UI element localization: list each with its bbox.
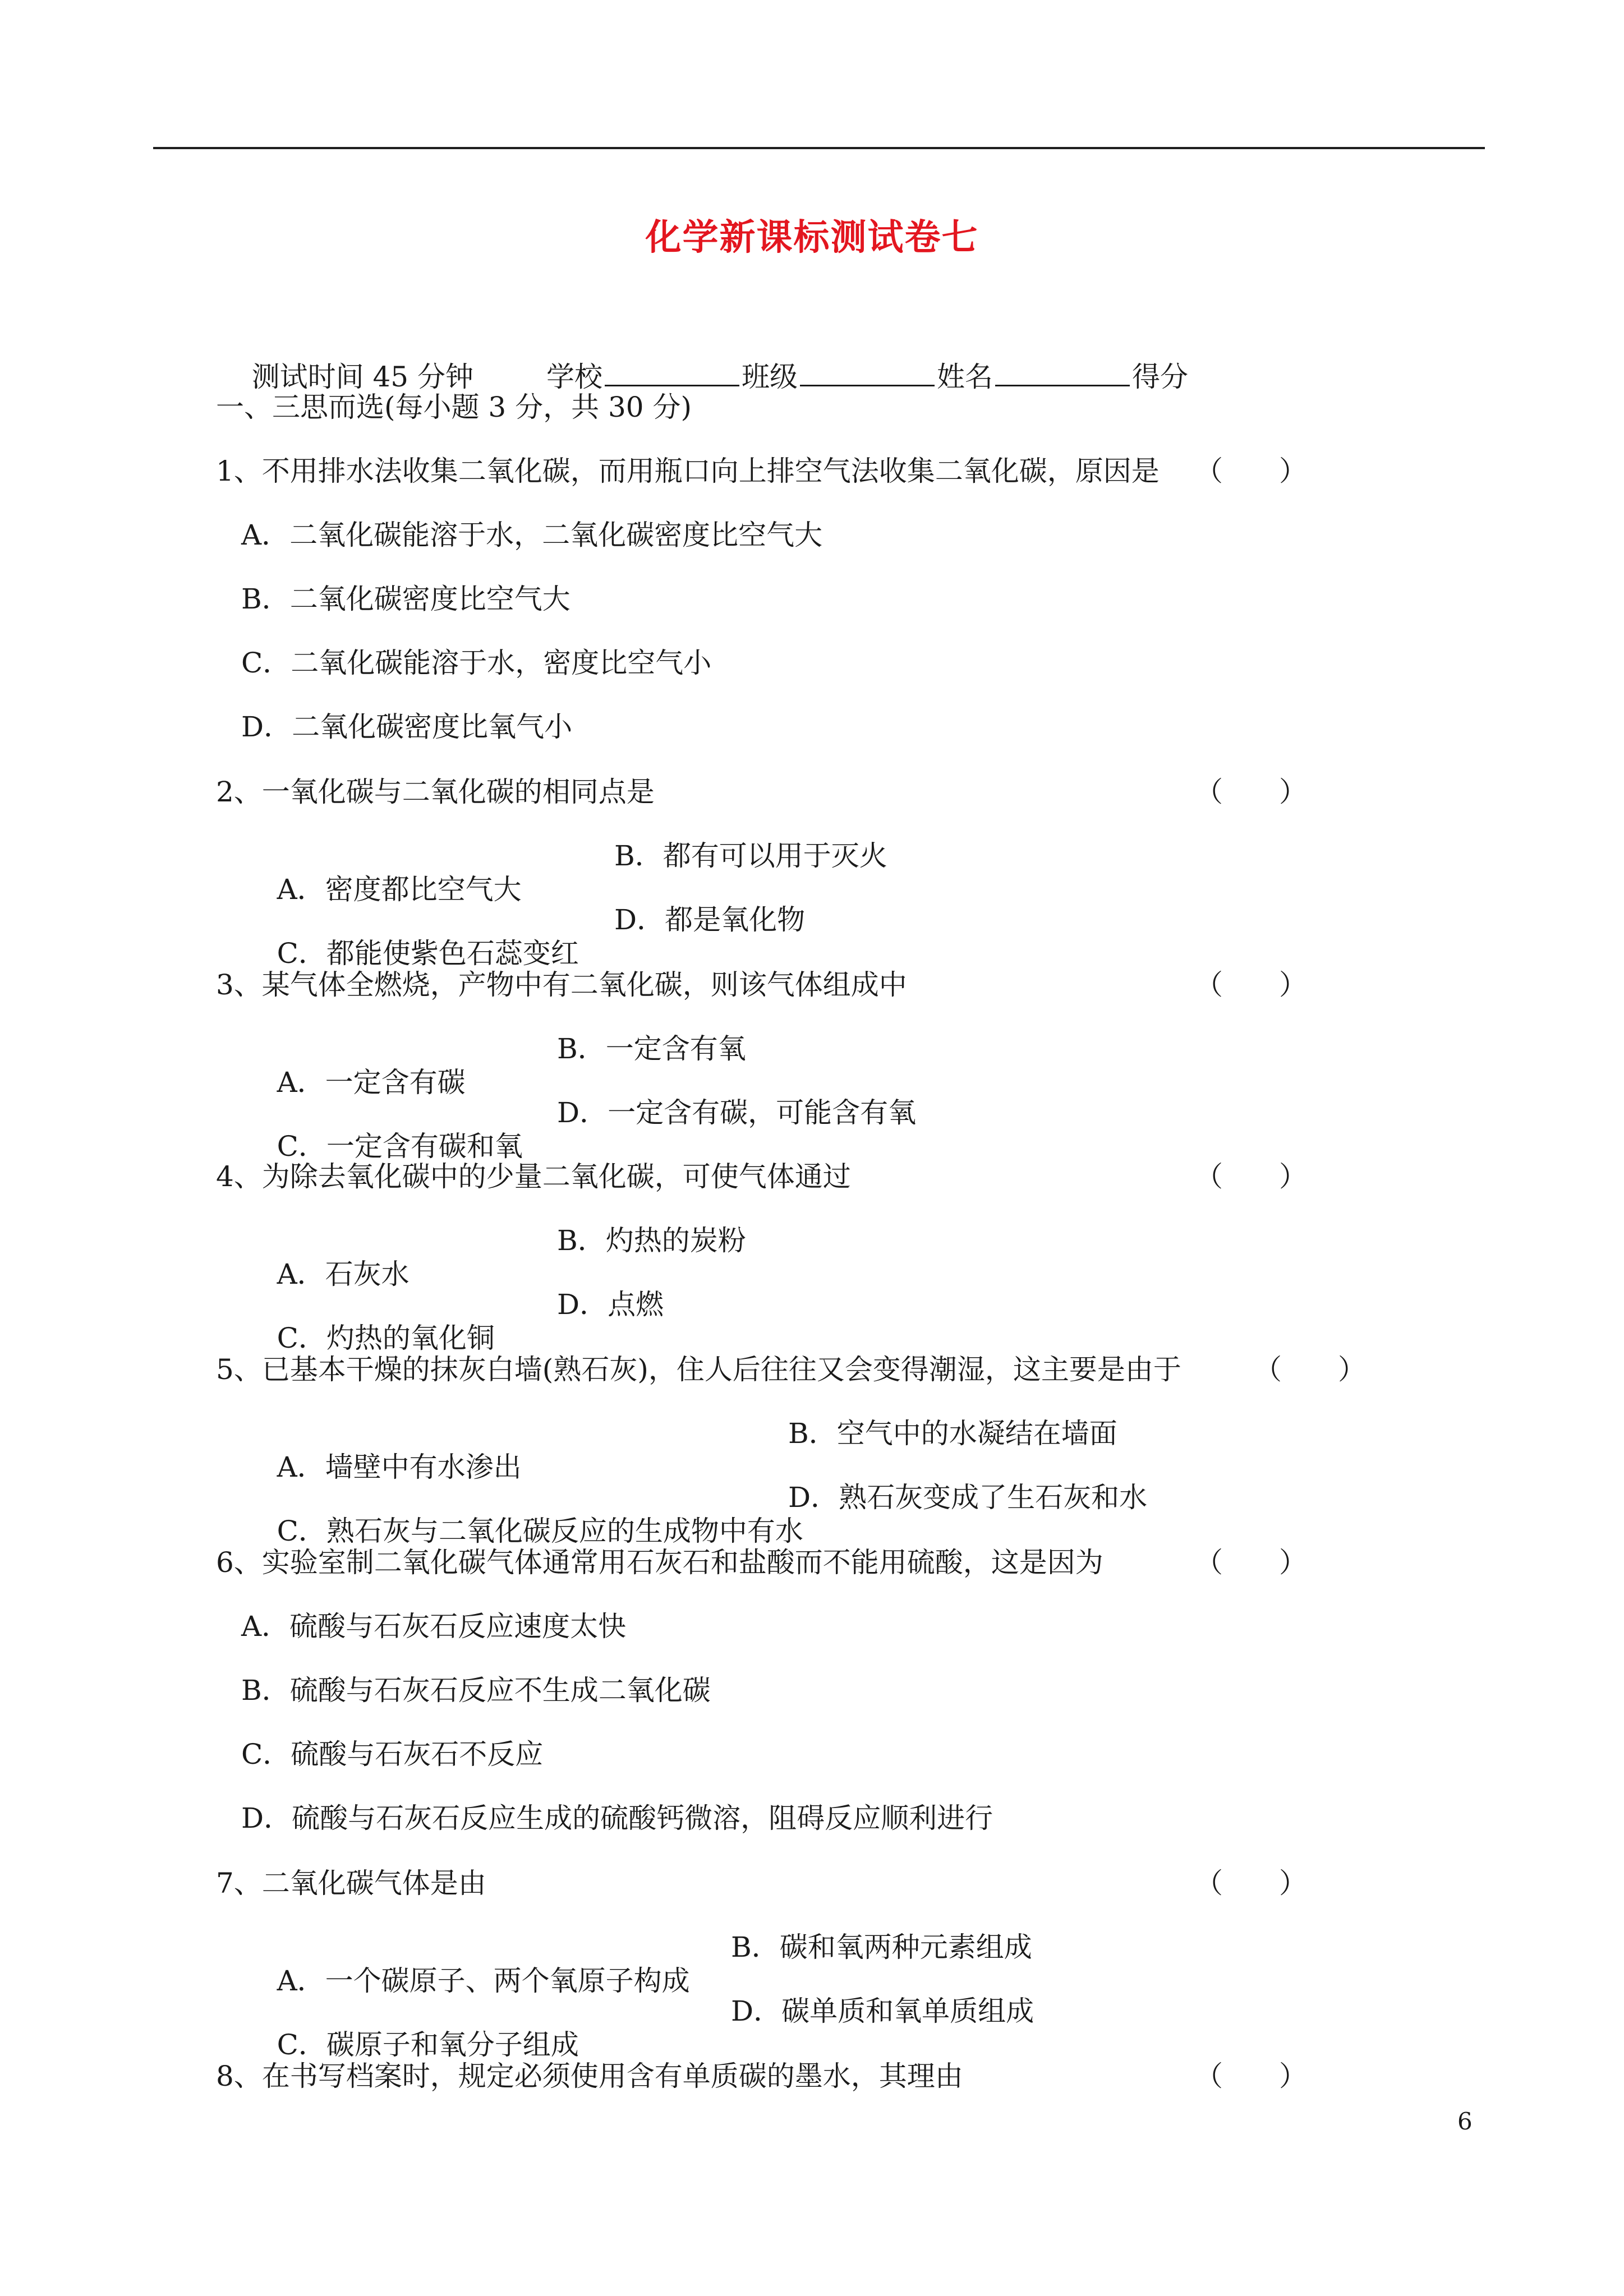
answer-parentheses: （ ） — [1254, 1353, 1366, 1386]
option-d: D．点燃 — [557, 1288, 664, 1321]
option-b: B．碳和氧两种元素组成 — [731, 1931, 1032, 1963]
option-a: A．墙壁中有水渗出 — [277, 1451, 522, 1483]
name-label: 姓名 — [937, 361, 993, 393]
option-b: B．硫酸与石灰石反应不生成二氧化碳 — [241, 1674, 711, 1707]
option-row — [241, 1224, 746, 1290]
question-stem: 4、为除去氧化碳中的少量二氧化碳，可使气体通过 — [216, 1160, 851, 1193]
answer-parentheses: （ ） — [1195, 1546, 1307, 1579]
option-b: B．都有可以用于灭火 — [614, 840, 887, 872]
page-title: 化学新课标测试卷七 — [645, 217, 979, 259]
option-row — [241, 1288, 664, 1354]
option-a: A．一定含有碳 — [277, 1066, 466, 1099]
option-a: A．石灰水 — [277, 1258, 410, 1290]
answer-parentheses: （ ） — [1195, 1867, 1307, 1899]
test-time: 测试时间 45 分钟 — [251, 361, 473, 393]
option-row — [241, 1417, 1117, 1483]
option-d: D．一定含有碳，可能含有氧 — [557, 1096, 917, 1129]
option-c: C．都能使紫色石蕊变红 — [277, 937, 579, 970]
option-d: D．熟石灰变成了生石灰和水 — [788, 1481, 1148, 1514]
answer-parentheses: （ ） — [1195, 776, 1307, 808]
question-stem: 2、一氧化碳与二氧化碳的相同点是 — [216, 776, 655, 808]
option-d: D．二氧化碳密度比氧气小 — [241, 711, 573, 743]
option-a: A．二氧化碳能溶于水，二氧化碳密度比空气大 — [241, 519, 823, 551]
option-b: B．二氧化碳密度比空气大 — [241, 583, 571, 615]
school-blank[interactable] — [605, 360, 739, 386]
top-divider — [153, 147, 1485, 149]
option-row — [241, 1032, 746, 1099]
question-stem: 8、在书写档案时，规定必须使用含有单质碳的墨水，其理由 — [216, 2060, 963, 2092]
option-a: A．一个碳原子、两个氧原子构成 — [277, 1965, 690, 1997]
option-b: B．一定含有氧 — [557, 1032, 746, 1065]
option-row — [241, 903, 806, 970]
option-a: A．密度都比空气大 — [277, 873, 522, 906]
option-row — [241, 1481, 1148, 1547]
option-b: B．空气中的水凝结在墙面 — [788, 1417, 1117, 1450]
answer-parentheses: （ ） — [1195, 455, 1307, 487]
option-c: C．灼热的氧化铜 — [277, 1322, 495, 1354]
answer-parentheses: （ ） — [1195, 2060, 1307, 2092]
option-c: C．熟石灰与二氧化碳反应的生成物中有水 — [277, 1515, 803, 1547]
question-stem: 5、已基本干燥的抹灰白墙(熟石灰)，住人后往往又会变得潮湿，这主要是由于 — [216, 1353, 1181, 1386]
option-row — [241, 1096, 917, 1163]
school-label: 学校 — [546, 361, 602, 393]
option-c: C．碳原子和氧分子组成 — [277, 2028, 579, 2061]
option-b: B．灼热的炭粉 — [557, 1224, 746, 1257]
info-line — [216, 326, 1188, 393]
option-a: A．硫酸与石灰石反应速度太快 — [241, 1610, 627, 1643]
question-stem: 3、某气体全燃烧，产物中有二氧化碳，则该气体组成中 — [216, 969, 907, 1001]
question-stem: 7、二氧化碳气体是由 — [216, 1867, 486, 1899]
option-row — [241, 1930, 1032, 1997]
class-label: 班级 — [742, 361, 798, 393]
option-c: C．硫酸与石灰石不反应 — [241, 1738, 544, 1771]
option-c: C．二氧化碳能溶于水，密度比空气小 — [241, 647, 712, 679]
score-label: 得分 — [1132, 361, 1188, 393]
option-c: C．一定含有碳和氧 — [277, 1130, 523, 1163]
question-stem: 1、不用排水法收集二氧化碳，而用瓶口向上排空气法收集二氧化碳，原因是 — [216, 455, 1160, 487]
answer-parentheses: （ ） — [1195, 1160, 1307, 1193]
option-d: D．碳单质和氧单质组成 — [731, 1995, 1034, 2027]
option-row — [241, 1994, 1034, 2061]
question-stem: 6、实验室制二氧化碳气体通常用石灰石和盐酸而不能用硫酸，这是因为 — [216, 1546, 1103, 1579]
page-number: 6 — [1457, 2108, 1473, 2135]
option-d: D．都是氧化物 — [614, 903, 806, 936]
option-d: D．硫酸与石灰石反应生成的硫酸钙微溶，阻碍反应顺利进行 — [241, 1802, 993, 1834]
section-heading: 一、三思而选(每小题 3 分，共 30 分) — [216, 391, 692, 423]
name-blank[interactable] — [995, 360, 1130, 386]
class-blank[interactable] — [800, 360, 935, 386]
option-row — [241, 839, 887, 906]
answer-parentheses: （ ） — [1195, 969, 1307, 1001]
